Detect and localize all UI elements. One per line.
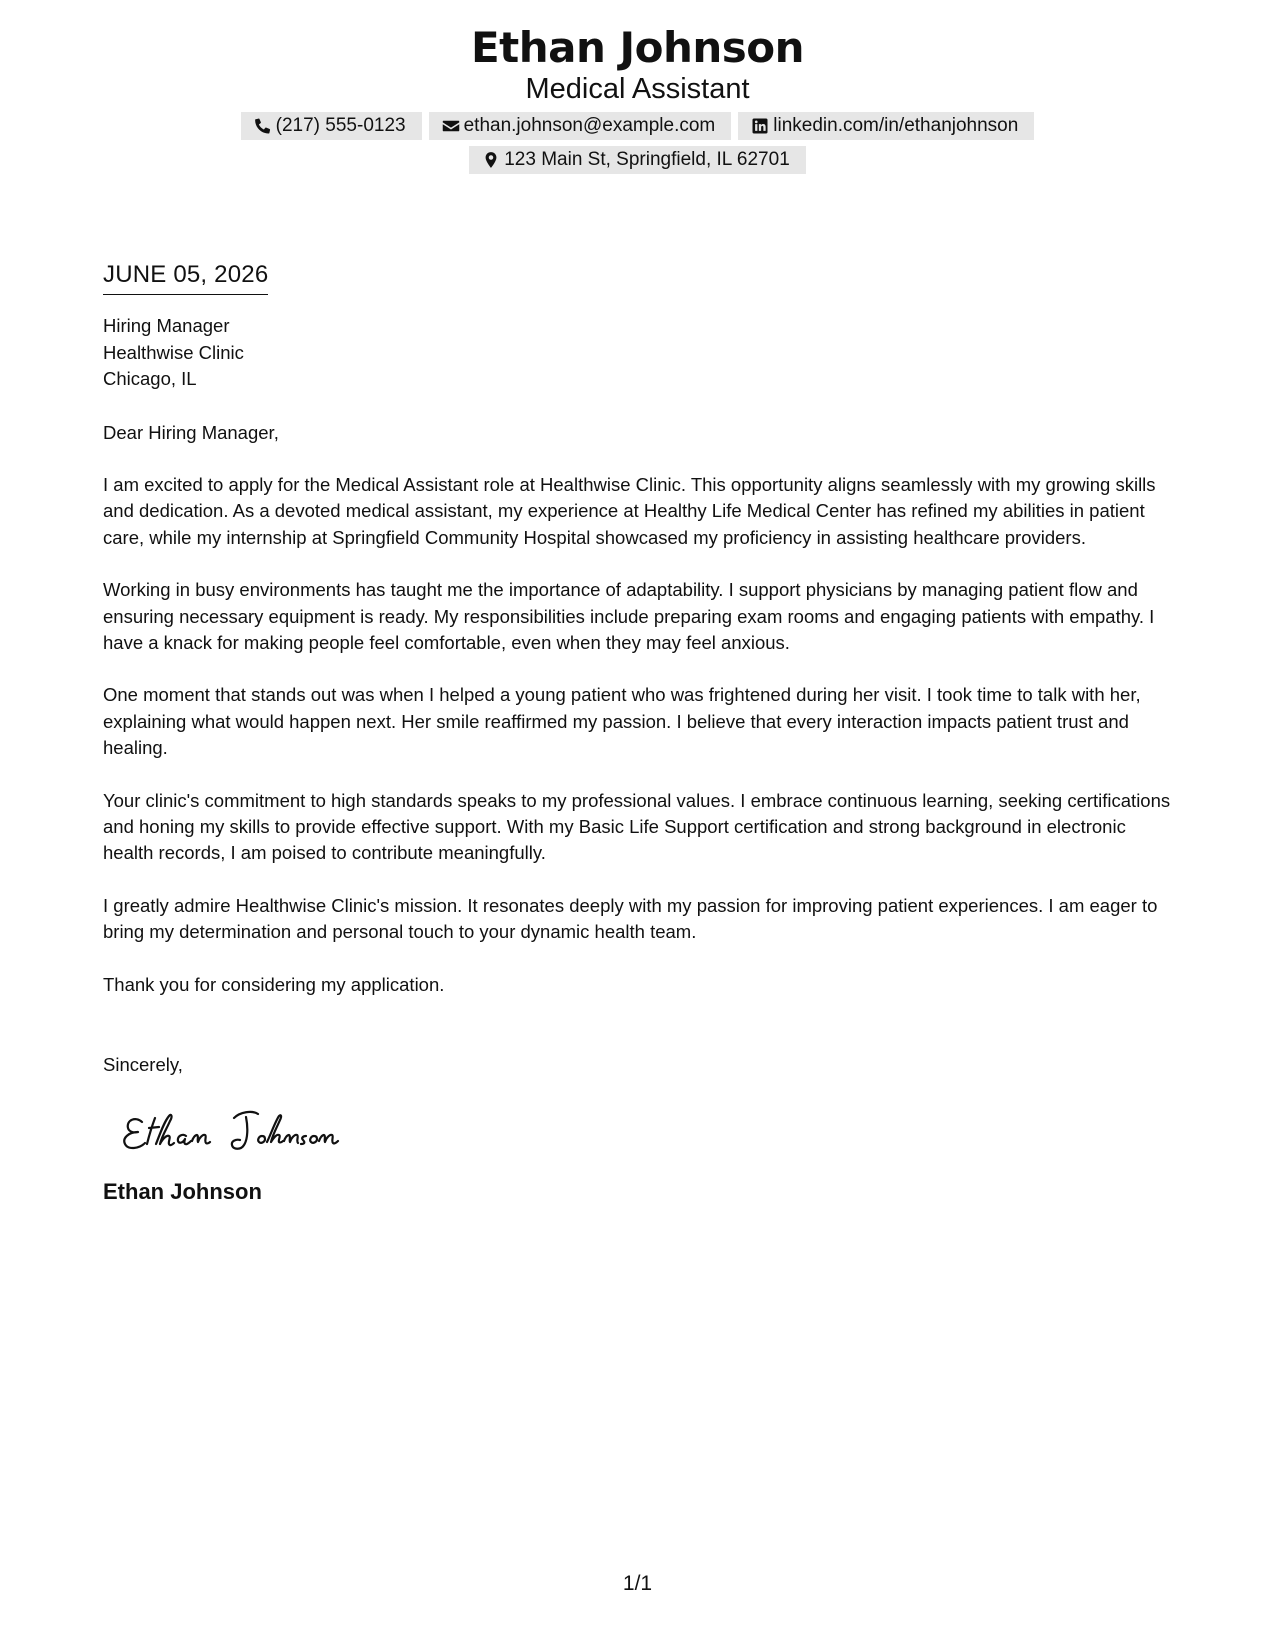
- envelope-icon: [441, 116, 461, 136]
- signoff: Sincerely,: [103, 1054, 183, 1075]
- recipient-location: Chicago, IL: [103, 368, 197, 389]
- body-paragraph: One moment that stands out was when I helped a young patient who was frightened during her visit. I took time to talk with her, explaining what would happen next. Her smile reaffirmed my passion. I believe that every interaction impacts patient trust and healing.: [103, 684, 1141, 759]
- recipient-company: Healthwise Clinic: [103, 341, 244, 363]
- address-contact: [469, 146, 806, 174]
- recipient-block: [103, 313, 1178, 393]
- applicant-name: Ethan Johnson: [470, 23, 805, 72]
- map-marker-icon: [481, 150, 501, 170]
- letter-date: JUNE 05, 2026: [103, 258, 268, 295]
- linkedin-contact[interactable]: [738, 112, 1034, 140]
- closing-line: Thank you for considering my application.: [103, 973, 445, 995]
- linkedin-text: linkedin.com/in/ethanjohnson: [773, 115, 1019, 136]
- letter-header: [0, 22, 1275, 174]
- body-paragraph: Working in busy environments has taught me the importance of adaptability. I support physicians by managing patient flow and ensuring necessary equipment is ready. My responsibilities include preparing exam rooms and engaging patients with empathy. I have a knack for making people feel comfortable, even when they may feel anxious.: [103, 579, 1155, 653]
- contact-row-1: [0, 112, 1275, 140]
- body-paragraph: I greatly admire Healthwise Clinic's mission. It resonates deeply with my passion for improving patient experiences. I am eager to bring my determination and personal touch to your dynamic health team.: [103, 894, 1158, 943]
- recipient-name: Hiring Manager: [103, 315, 230, 336]
- phone-text: (217) 555-0123: [275, 115, 406, 136]
- body-paragraph: I am excited to apply for the Medical Assistant role at Healthwise Clinic. This opportunity aligns seamlessly with my growing skills and dedication. As a devoted medical assistant, my experience at Healthy Life Medical Center has refined my abilities in patient care, while my internship at Springfield Community Hospital showcased my proficiency in assisting healthcare providers.: [103, 473, 1156, 548]
- letter-body: [103, 258, 1178, 1206]
- email-text: ethan.johnson@example.com: [463, 115, 716, 136]
- body-paragraph: Your clinic's commitment to high standards speaks to my professional values. I embrace continuous learning, seeking certifications and honing my skills to provide effective support. With my Basic Life Support certification and strong background in electronic health records, I am poised to contribute meaningfully.: [103, 789, 1171, 864]
- signed-name: Ethan Johnson: [103, 1179, 262, 1205]
- salutation: Dear Hiring Manager,: [103, 421, 279, 443]
- phone-contact[interactable]: [241, 112, 422, 140]
- email-contact[interactable]: [429, 112, 732, 140]
- phone-icon: [253, 116, 273, 136]
- linkedin-icon: [750, 116, 770, 136]
- contact-row-2: [0, 146, 1275, 174]
- address-text: 123 Main St, Springfield, IL 62701: [504, 149, 790, 170]
- page-number: 1/1: [622, 1572, 653, 1595]
- job-title: Medical Assistant: [525, 73, 750, 105]
- handwritten-signature: [120, 1100, 360, 1160]
